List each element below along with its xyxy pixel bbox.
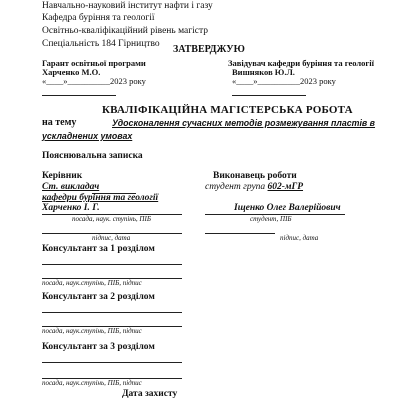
explanatory-note-label: Пояснювальна записка: [42, 151, 143, 161]
work-title: КВАЛІФІКАЦІЙНА МАГІСТЕРСЬКА РОБОТА: [102, 104, 353, 116]
head-role: Завідувач кафедри буріння та геології: [228, 58, 374, 68]
institute-name: Навчально-науковий інститут нафти і газу: [42, 1, 213, 11]
head-name: Вишняков Ю.Л.: [232, 67, 295, 77]
department-name: Кафедра буріння та геології: [42, 13, 155, 23]
supervisor-sign-caption: підпис, дата: [92, 234, 131, 242]
consultant-1-caption: посада, наук.ступінь, ПІБ, підпис: [42, 279, 142, 287]
theme-label: на тему: [42, 117, 77, 128]
guarantor-date: «____»__________2023 року: [42, 76, 146, 86]
consultant-1-line-1: [42, 264, 182, 265]
consultant-2-label: Консультант за 2 розділом: [42, 292, 155, 302]
supervisor-label: Керівник: [42, 171, 83, 181]
author-group: 602-мГР: [267, 182, 304, 192]
consultant-1-label: Консультант за 1 розділом: [42, 244, 155, 254]
author-group-line: [205, 182, 303, 192]
supervisor-department: кафедри буріння та геології: [42, 193, 159, 203]
theme-line-2: ускладнених умовах: [42, 131, 133, 141]
author-caption: студент, ПІБ: [250, 215, 292, 223]
defense-date-label: Дата захисту: [122, 389, 178, 399]
guarantor-role: Гарант освітньої програми: [42, 58, 146, 68]
author-sign-caption: підпис, дата: [280, 234, 319, 242]
supervisor-name: Харченко І. Г.: [42, 203, 100, 213]
consultant-3-line-1: [42, 362, 182, 363]
author-signature-line: [205, 233, 275, 234]
consultant-2-line-1: [42, 312, 182, 313]
guarantor-signature-line: [42, 95, 116, 96]
head-signature-line: [232, 95, 306, 96]
author-label: Виконавець роботи: [213, 171, 297, 181]
consultant-3-label: Консультант за 3 розділом: [42, 342, 155, 352]
education-level: Освітньо-кваліфікаційний рівень магістр: [42, 26, 209, 36]
consultant-2-caption: посада, наук.ступінь, ПІБ, підпис: [42, 327, 142, 335]
head-date: «____»__________2023 року: [232, 76, 336, 86]
author-name: Іщенко Олег Валерійович: [234, 203, 341, 213]
author-group-prefix: студент група: [205, 182, 266, 192]
consultant-3-caption: посада, наук.ступінь, ПІБ, підпис: [42, 379, 142, 387]
approval-title: ЗАТВЕРДЖУЮ: [173, 44, 245, 55]
specialty: Спеціальність 184 Гірництво: [42, 39, 160, 49]
supervisor-position: Ст. викладач: [42, 182, 100, 192]
supervisor-caption: посада, наук. ступінь, ПІБ: [72, 215, 151, 223]
theme-line-1: Удосконалення сучасних методів розмежування пластів в: [112, 118, 376, 128]
guarantor-name: Харченко М.О.: [42, 67, 101, 77]
